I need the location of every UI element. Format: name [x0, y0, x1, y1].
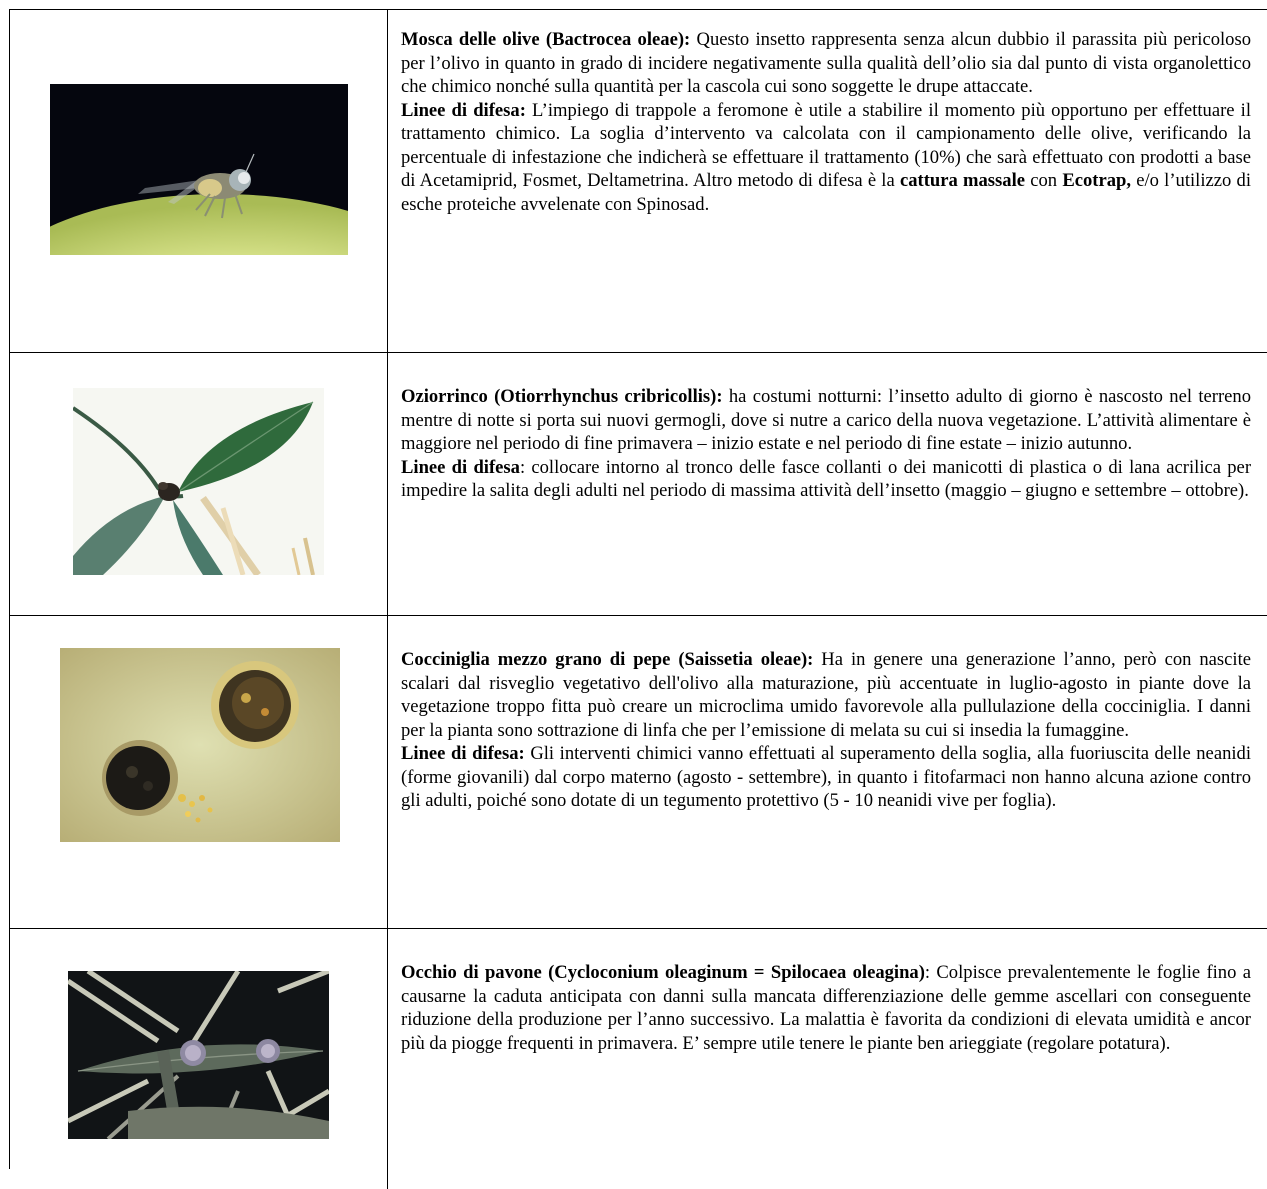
defense-text: L’impiego di trappole a feromone è utile a stabilire il momento più opportuno per effettuare il trattamento chimico. La soglia d’intervento va calcolata con il campionamento delle olive, verificando la percentuale di infestazione che indicherà se effettuare il trattamento (10%) che sarà effettuato con prodotti a base di Acetamiprid, Fosmet, Deltametrina. Altro metodo di difesa è la: [401, 99, 1251, 191]
scale-insect-photo: [60, 648, 340, 842]
defense-text: e/o l’utilizzo di esche proteiche avvelenate con Spinosad.: [401, 170, 1251, 215]
table-row: [10, 616, 1267, 929]
pest-table: [9, 9, 1267, 1169]
defense-label: Linee di difesa: [401, 456, 520, 478]
defense-text: : collocare intorno al tronco delle fasce collanti o dei manicotti di plastica o di lana acrilica per impedire la salita degli adulti nel periodo di massima attività dell’insetto (maggio – giugno e settembre – ottobre).: [401, 456, 1252, 501]
defense-highlight: Ecotrap,: [1062, 170, 1131, 191]
description-cell: [389, 353, 1267, 615]
defense-label: Linee di difesa:: [401, 99, 526, 121]
pest-name: Occhio di pavone (Cycloconium oleaginum = Spilocaea oleagina): [401, 962, 925, 983]
pest-description: [401, 648, 1251, 813]
olive-fly-photo: [50, 84, 348, 255]
defense-text: Gli interventi chimici vanno effettuati al superamento della soglia, alla fuoriuscita delle neanidi (forme giovanili) dal corpo materno (agosto - settembre), in quanto i fitofarmaci non hanno alcuna azione contro gli adulti, poiché sono dotate di un tegumento protettivo (5 - 10 neanidi vive per foglia).: [401, 743, 1251, 811]
peacock-spot-photo: [68, 971, 329, 1139]
pest-name: Oziorrinco (Otiorrhynchus cribricollis):: [401, 386, 723, 407]
description-cell: [389, 616, 1267, 928]
description-cell: [389, 10, 1267, 352]
table-row: [10, 929, 1267, 1189]
weevil-photo: [73, 388, 324, 575]
table-row: [10, 10, 1267, 353]
defense-label: Linee di difesa:: [401, 743, 525, 764]
table-row: [10, 353, 1267, 616]
pest-description-text: ha costumi notturni: l’insetto adulto di giorno è nascosto nel terreno mentre di notte si porta sui nuovi germogli, dove si nutre a carico della nuova vegetazione. L’attività alimentare è maggiore nel periodo di fine primavera – inizio estate e nel periodo di fine estate – inizio autunno.: [401, 386, 1251, 454]
pest-description: [401, 28, 1251, 216]
pest-name: Mosca delle olive (Bactrocea oleae):: [401, 29, 691, 50]
pest-description-text: : Colpisce prevalentemente le foglie fino a causarne la caduta anticipata con danni sulla mancata differenziazione delle gemme ascellari con conseguente riduzione della produzione per l’anno successivo. La malattia è favorita da condizioni di elevata umidità e ancor più da piogge frequenti in primavera. E’ sempre utile tenere le piante ben arieggiate (regolare potatura).: [401, 962, 1251, 1054]
image-cell: [10, 10, 388, 352]
pest-description: [401, 385, 1251, 503]
image-cell: [10, 616, 388, 928]
pest-description-text: Ha in genere una generazione l’anno, però con nascite scalari dal risveglio vegetativo dell'olivo alla maturazione, più accentuate in luglio-agosto in piante dove la vegetazione troppo fitta può creare un microclima umido favorevole alla pullulazione della cocciniglia. I danni per la pianta sono sottrazione di linfa che per l’emissione di melata su cui si insedia la fumaggine.: [401, 649, 1251, 741]
pest-name: Cocciniglia mezzo grano di pepe (Saissetia oleae):: [401, 649, 814, 670]
defense-text: con: [1025, 170, 1063, 191]
image-cell: [10, 929, 388, 1189]
defense-highlight: cattura massale: [899, 170, 1025, 191]
image-cell: [10, 353, 388, 615]
description-cell: [389, 929, 1267, 1189]
pest-description-text: Questo insetto rappresenta senza alcun dubbio il parassita più pericoloso per l’olivo in quanto in grado di incidere negativamente sulla qualità dell’olio sia dal punto di vista organolettico che chimico nonché sulla quantità per la cascola cui sono soggette le drupe attaccate.: [401, 29, 1252, 97]
pest-description: [401, 961, 1251, 1055]
